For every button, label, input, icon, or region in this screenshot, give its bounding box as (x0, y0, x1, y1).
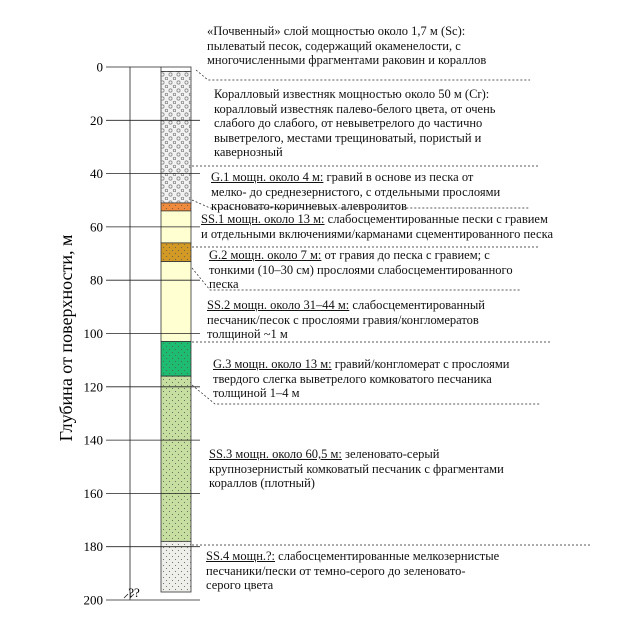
leader-line-sc (196, 70, 530, 80)
description-text: слабосцементированные мелкозернистые (275, 549, 500, 563)
layer-pattern-cr (161, 72, 191, 203)
description-text: слабого до слабого, от невыветрелого до частично (214, 116, 483, 130)
depth-break-label: ?? (128, 585, 140, 600)
description-text: пылеватый песок, содержащий окаменелости, с (207, 38, 461, 53)
description-text: твердого слегка выветрелого комковатого песчаника (213, 371, 492, 386)
description-text: гравий в основе из песка от (323, 170, 474, 184)
description-line (213, 357, 509, 372)
description-line (214, 87, 496, 102)
layer-description-g3 (213, 357, 509, 401)
description-text: слабосцементированный (349, 298, 485, 312)
description-line (206, 549, 499, 564)
depth-tick-label: 80 (90, 272, 103, 288)
depth-tick-label: 200 (83, 592, 103, 608)
description-line (207, 313, 485, 328)
layer-sc (161, 67, 191, 72)
description-line (209, 277, 513, 292)
description-line (214, 102, 496, 117)
depth-tick-label: 40 (90, 166, 103, 182)
depth-tick-label: 120 (83, 379, 103, 395)
layer-ss2 (161, 262, 191, 342)
description-line (207, 298, 485, 313)
column-layers (161, 67, 191, 592)
description-line (211, 170, 500, 185)
description-text: красновато-коричневых алевролитов (211, 199, 407, 213)
layer-code: G.2 мощн. около 7 м: (209, 248, 322, 262)
depth-axis-title: Глубина от поверхности, м (56, 234, 76, 442)
description-line (207, 39, 486, 54)
depth-tick-label: 160 (83, 485, 103, 501)
layer-code: SS.1 мощн. около 13 м: (201, 212, 325, 226)
description-line (207, 327, 485, 342)
description-line (201, 227, 553, 242)
layer-description-ss4 (206, 549, 499, 593)
layer-description-ss1 (201, 212, 553, 241)
layer-code: SS.3 мощн. около 60,5 м: (209, 447, 342, 461)
description-text: кораллов (плотный) (209, 476, 315, 490)
description-text: выветрелого, местами трещиноватый, пористый и (214, 130, 482, 145)
description-text: зеленовато-серый (341, 447, 440, 461)
depth-tick-label: 20 (90, 112, 103, 128)
layer-pattern-g2 (161, 243, 191, 262)
description-text: песка (209, 277, 239, 291)
description-line (214, 116, 496, 131)
layer-code: G.3 мощн. около 13 м: (213, 357, 332, 371)
description-line (209, 263, 513, 278)
layer-code: SS.2 мощн. около 31–44 м: (207, 298, 350, 312)
description-line (214, 145, 496, 160)
layer-code: SS.4 мощн.?: (206, 549, 276, 563)
description-line (213, 386, 509, 401)
description-text: «Почвенный» слой мощностью около 1,7 м (Sc): (207, 24, 466, 38)
description-line (209, 248, 513, 263)
description-line (213, 372, 509, 387)
description-line (201, 212, 553, 227)
depth-tick-label: 100 (83, 326, 103, 341)
description-text: коралловый известняк палево-белого цвета, от очень (214, 101, 496, 116)
description-line (209, 476, 504, 491)
description-line (206, 578, 499, 593)
description-line (214, 131, 496, 146)
description-text: крупнозернистый комковатый песчаник с фрагментами (209, 461, 504, 476)
description-text: толщиной 1–4 м (213, 386, 300, 400)
description-text: кавернозный (214, 145, 283, 159)
description-text: песчаники/пески от темно-серого до зеленовато- (206, 563, 466, 578)
layer-description-g1 (211, 170, 500, 214)
layer-pattern-g3 (161, 341, 191, 376)
description-text: песчаник/песок с прослоями гравия/конгломератов (207, 312, 479, 327)
description-line (211, 185, 500, 200)
layer-description-g2 (209, 248, 513, 292)
description-line (209, 447, 504, 462)
layer-description-cr (214, 87, 496, 160)
description-text: Коралловый известняк мощностью около 50 м (Cr): (214, 87, 490, 101)
description-text: серого цвета (206, 578, 274, 592)
description-text: слабосцементированные пески с гравием (324, 212, 548, 226)
description-line (206, 564, 499, 579)
depth-tick-label: 140 (83, 432, 103, 448)
description-text: гравий/конгломерат с прослоями (331, 357, 510, 371)
description-text: мелко- до среднезернистого, с отдельными прослоями (211, 184, 501, 199)
depth-tick-label: 180 (83, 539, 103, 555)
layer-pattern-ss3 (161, 376, 191, 541)
layer-pattern-ss4 (161, 541, 191, 592)
description-text: тонкими (10–30 см) прослоями слабосцементированного (209, 262, 513, 277)
layer-description-ss3 (209, 447, 504, 491)
description-line (207, 24, 486, 39)
description-line (209, 462, 504, 477)
layer-code: G.1 мощн. около 4 м: (211, 170, 324, 184)
layer-pattern-g1 (161, 203, 191, 211)
description-text: толщиной ~1 м (207, 327, 288, 341)
description-text: и отдельными включениями/карманами сцементированного песка (201, 226, 554, 241)
layer-description-ss2 (207, 298, 485, 342)
depth-tick-label: 0 (96, 59, 103, 75)
layer-description-sc (207, 24, 486, 68)
depth-tick-label: 60 (90, 219, 103, 235)
description-text: от гравия до песка с гравием; с (321, 248, 490, 262)
description-line (207, 53, 486, 68)
description-text: многочисленными фрагментами раковин и кораллов (207, 53, 487, 67)
